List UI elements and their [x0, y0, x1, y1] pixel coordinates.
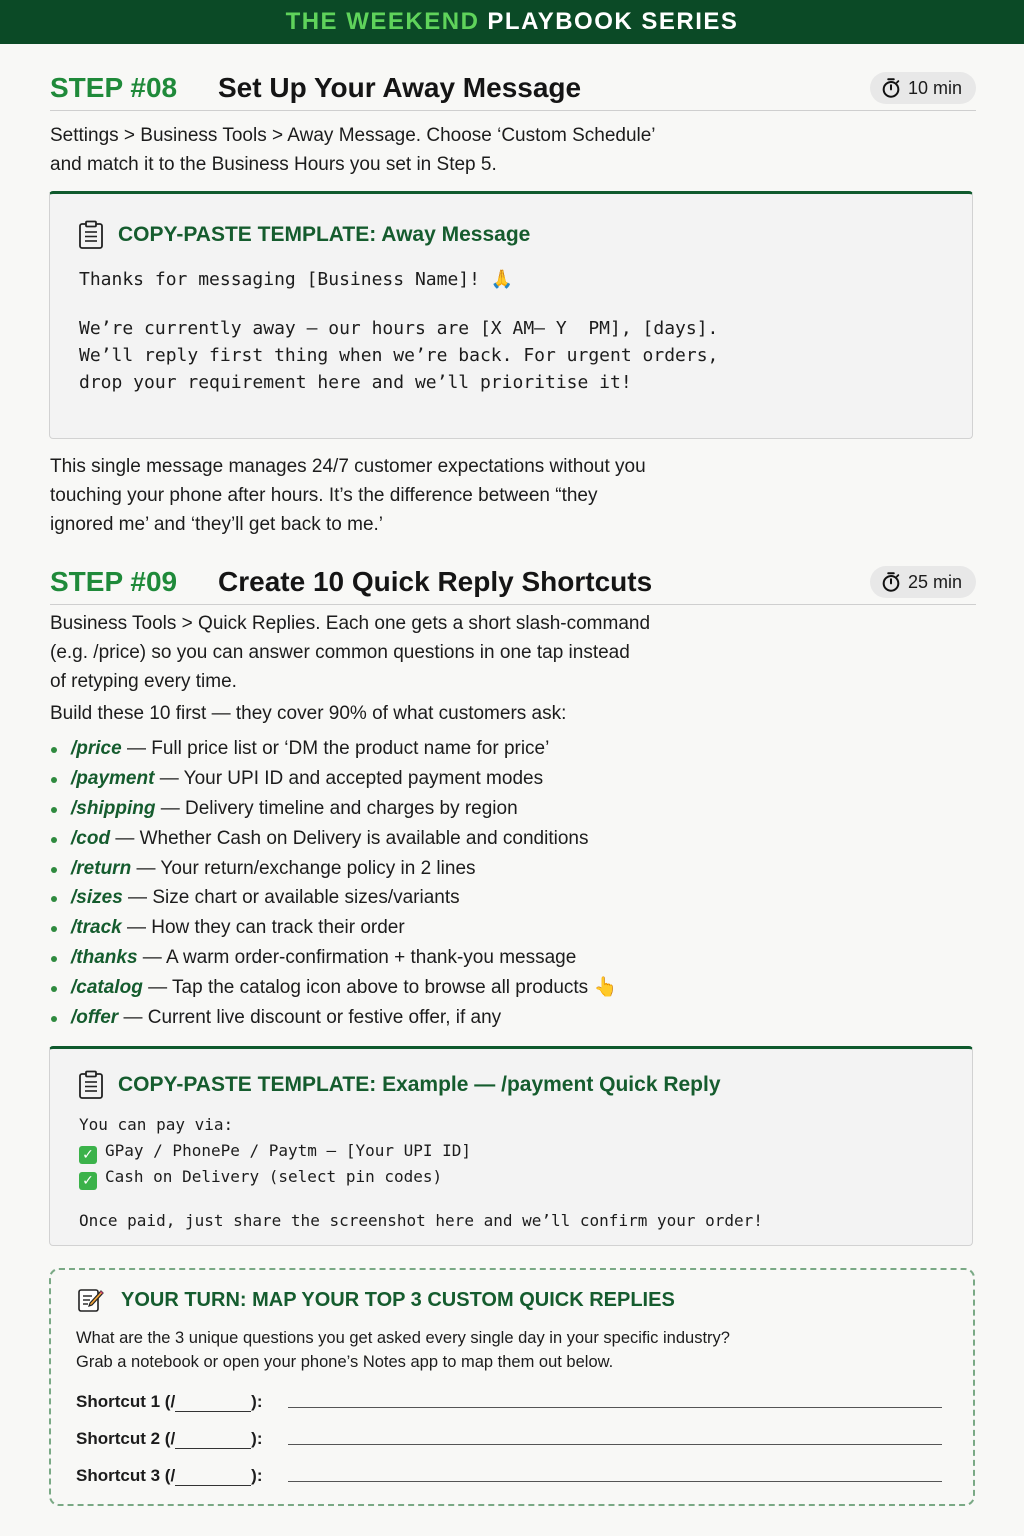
step-8-instructions-line-2: and match it to the Business Hours you set in Step 5. — [50, 154, 497, 175]
shortcut-description: — Current live discount or festive offer, if any — [118, 1007, 502, 1029]
step-9-instructions-line-2: (e.g. /price) so you can answer common questions in one tap instead — [50, 642, 630, 663]
shortcut-3-name-blank[interactable] — [175, 1467, 251, 1486]
list-item — [50, 913, 950, 943]
shortcut-command: /track — [71, 917, 122, 939]
shortcut-2-row[interactable] — [76, 1425, 942, 1449]
shortcut-description: — How they can track their order — [121, 917, 405, 939]
shortcut-list — [50, 734, 950, 1033]
payment-template-line-2 — [79, 1141, 471, 1164]
away-template-line-3: We’ll reply first thing when we’re back. For urgent orders, — [79, 345, 719, 366]
shortcut-description: — A warm order-confirmation + thank-you message — [137, 947, 577, 969]
shortcut-3-suffix: ): — [251, 1466, 263, 1485]
step-8-time-badge — [870, 72, 976, 104]
shortcut-description: — Your return/exchange policy in 2 lines — [131, 857, 476, 879]
shortcut-command: /offer — [71, 1007, 119, 1029]
payment-option-cod: Cash on Delivery (select pin codes) — [105, 1167, 443, 1186]
away-template-line-1: Thanks for messaging [Business Name]! 🙏 — [79, 269, 514, 290]
list-item — [50, 824, 950, 854]
step-8-title: Set Up Your Away Message — [218, 72, 582, 103]
shortcut-command: /sizes — [71, 887, 123, 909]
step-8-number: STEP #08 — [50, 72, 178, 103]
check-icon: ✓ — [79, 1172, 97, 1190]
step-9-instructions — [50, 609, 750, 696]
series-banner — [0, 0, 1024, 44]
list-item — [50, 764, 950, 794]
away-message-template — [49, 191, 973, 439]
check-icon: ✓ — [79, 1146, 97, 1164]
banner-rest: PLAYBOOK SERIES — [487, 8, 739, 35]
step-9-number: STEP #09 — [50, 566, 178, 597]
payment-template-line-1: You can pay via: — [79, 1115, 234, 1134]
shortcut-2-label: Shortcut 2 (/ — [76, 1429, 176, 1448]
step-8-note-line-3: ignored me’ and ‘they’ll get back to me.’ — [50, 514, 384, 535]
shortcut-description: — Your UPI ID and accepted payment modes — [154, 767, 544, 789]
shortcut-command: /thanks — [71, 947, 138, 969]
stopwatch-icon — [880, 77, 902, 99]
shortcut-command: /catalog — [71, 977, 143, 999]
your-turn-box — [49, 1268, 975, 1506]
shortcut-command: /shipping — [71, 797, 156, 819]
shortcut-command: /payment — [71, 767, 155, 789]
shortcut-1-label: Shortcut 1 (/ — [76, 1392, 176, 1411]
shortcut-command: /return — [71, 857, 132, 879]
step-8-time: 10 min — [907, 77, 962, 98]
away-template-line-2: We’re currently away – our hours are [X AM– Y PM], [days]. — [79, 318, 719, 339]
away-template-heading — [78, 220, 530, 250]
your-turn-description-line-1: What are the 3 unique questions you get asked every single day in your specific industry? — [76, 1329, 730, 1347]
list-item — [50, 734, 950, 764]
shortcut-description: — Whether Cash on Delivery is available and conditions — [110, 827, 589, 849]
shortcut-1-suffix: ): — [251, 1392, 263, 1411]
shortcut-description: — Size chart or available sizes/variants — [122, 887, 460, 909]
step-9-intro: Build these 10 first — they cover 90% of what customers ask: — [50, 703, 567, 724]
shortcut-1-name-blank[interactable] — [175, 1393, 251, 1412]
step-8-note-line-2: touching your phone after hours. It’s the difference between “they — [50, 485, 598, 506]
shortcut-3-answer-line[interactable] — [288, 1481, 942, 1482]
step-9-time-badge — [870, 566, 976, 598]
list-item — [50, 854, 950, 884]
shortcut-2-suffix: ): — [251, 1429, 263, 1448]
your-turn-title: YOUR TURN: MAP YOUR TOP 3 CUSTOM QUICK REPLIES — [121, 1288, 675, 1311]
away-template-line-4: drop your requirement here and we’ll prioritise it! — [79, 372, 632, 393]
shortcut-2-answer-line[interactable] — [288, 1444, 942, 1445]
step-9-title: Create 10 Quick Reply Shortcuts — [218, 566, 653, 597]
your-turn-description — [76, 1326, 936, 1374]
payment-quick-reply-template — [49, 1046, 973, 1246]
away-template-title: COPY-PASTE TEMPLATE: Away Message — [118, 223, 531, 246]
shortcut-2-name-blank[interactable] — [175, 1430, 251, 1449]
shortcut-1-answer-line[interactable] — [288, 1407, 942, 1408]
list-item — [50, 883, 950, 913]
shortcut-1-row[interactable] — [76, 1388, 942, 1412]
banner-highlight: THE WEEKEND — [285, 8, 480, 35]
payment-template-line-4: Once paid, just share the screenshot here and we’ll confirm your order! — [79, 1211, 763, 1230]
list-item — [50, 1003, 950, 1033]
clipboard-icon — [78, 220, 104, 250]
stopwatch-icon — [880, 571, 902, 593]
step-9-instructions-line-3: of retyping every time. — [50, 671, 237, 692]
payment-option-upi: GPay / PhonePe / Paytm – [Your UPI ID] — [105, 1141, 472, 1160]
pencil-note-icon — [77, 1286, 105, 1314]
your-turn-heading — [77, 1286, 675, 1314]
step-8-note-line-1: This single message manages 24/7 customer expectations without you — [50, 456, 646, 477]
payment-template-line-3 — [79, 1167, 442, 1190]
list-item — [50, 943, 950, 973]
payment-template-heading — [78, 1070, 721, 1100]
shortcut-description: — Tap the catalog icon above to browse all products 👆 — [142, 977, 618, 999]
step-8-note — [50, 452, 750, 539]
shortcut-command: /cod — [71, 827, 111, 849]
shortcut-description: — Full price list or ‘DM the product name for price’ — [121, 738, 550, 759]
payment-template-title: COPY-PASTE TEMPLATE: Example — /payment Quick Reply — [118, 1073, 721, 1096]
list-item — [50, 794, 950, 824]
step-9-header — [50, 560, 976, 605]
your-turn-description-line-2: Grab a notebook or open your phone’s Notes app to map them out below. — [76, 1353, 614, 1371]
step-8-instructions-line-1: Settings > Business Tools > Away Message. Choose ‘Custom Schedule’ — [50, 125, 656, 146]
shortcut-3-row[interactable] — [76, 1462, 942, 1486]
list-item — [50, 973, 950, 1003]
shortcut-3-label: Shortcut 3 (/ — [76, 1466, 176, 1485]
step-8-instructions — [50, 121, 750, 179]
step-9-time: 25 min — [907, 571, 962, 592]
shortcut-description: — Delivery timeline and charges by region — [155, 797, 518, 819]
shortcut-command: /price — [71, 738, 122, 759]
clipboard-icon — [78, 1070, 104, 1100]
step-9-instructions-line-1: Business Tools > Quick Replies. Each one gets a short slash-command — [50, 613, 651, 634]
step-8-header — [50, 66, 976, 111]
